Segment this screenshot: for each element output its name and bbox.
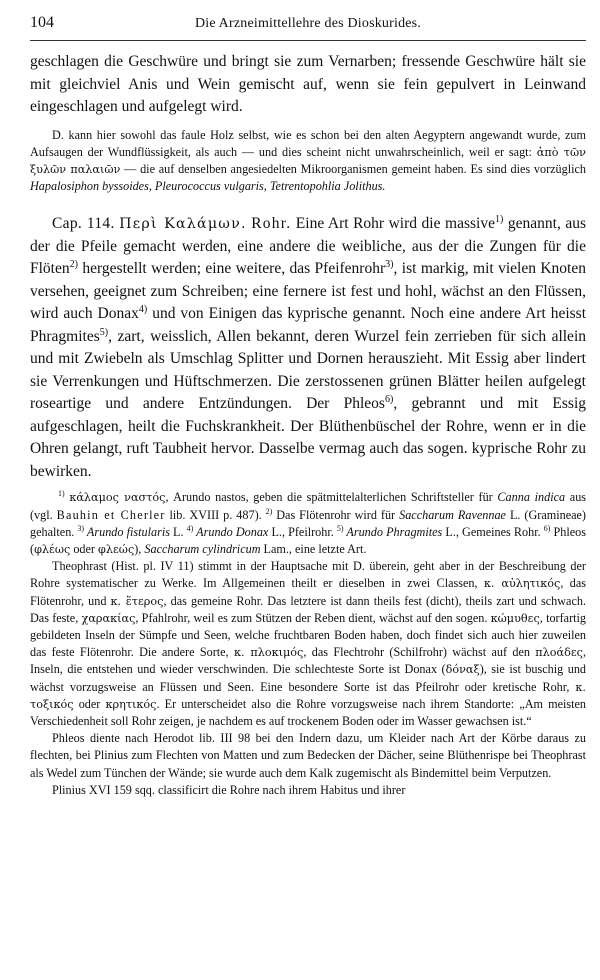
chapter-greek-title: Περὶ Καλάμων. <box>119 216 247 233</box>
plinius-paragraph: Plinius XVI 159 sqq. classificirt die Rohre nach ihrem Habitus und ihrer <box>52 782 406 797</box>
phleos-paragraph: Phleos diente nach Herodot lib. III 98 bei den Indern dazu, um Kleider nach Art der Körbe daraus zu flechten, bei Plinius zum Flechten von Matten und zum Bedecken der Dächer, seine Blüthenrispe bei Theophrast als Wedel zum Tünchen der Wände; sie wurde auch dem Kalk zugemischt als Bindemittel beim Verputzen. <box>30 731 586 780</box>
theophrast-paragraph: Theophrast (Hist. pl. IV 11) stimmt in der Hauptsache mit D. überein, geht aber in der Beschreibung der Rohre systematischer zu Werke. Im Allgemeinen theilt er dieselben in zwei Classen, κ. αὐλητικός, das Flötenrohr, und κ. ἕτερος, das gemeine Rohr. Das letztere ist dann theils fest (dicht), theils zart und schwach. Das feste, χαρακίας, Pfahlrohr, weil es zum Stützen der Reben dient, wächst auf den sogen. κώμυθες, torfartig gebildeten Inseln der Sümpfe und Seen, welche fruchtbaren Boden haben, doch findet sich auch hier zuweilen das feste Flötenrohr. Die andere Sorte, κ. πλοκιμός, das Flechtrohr (Schilfrohr) wächst auf den πλοάδες, Inseln, die entstehen und wieder verschwinden. Die schlechteste Sorte ist Donax (δόναξ), sie ist buschig und wächst vorzugsweise an Flüssen und Seen. Eine besondere Sorte ist das Pfeilrohr oder kretische Rohr, κ. τοξικός oder κρητικός. Er unterscheidet also die Rohre vorzugsweise nach ihrem Standorte: „Am meisten Verschiedenheit soll Rohr zeigen, je nachdem es auf trockenem Boden oder im Wasser gewachsen ist.“ <box>30 559 587 728</box>
footnote-ref-4[interactable]: 4) <box>138 304 148 316</box>
running-header <box>30 14 586 41</box>
chapter-114: Cap. 114. Περὶ Καλάμων. Rohr. Eine Art Rohr wird die massive$^{1)}$ genannt, aus der die Pfeile gemacht werden, eine andere die weibliche, aus der die Zungen für die Flöten$^{2)}$ hergestellt werden; eine weitere, das Pfeifenrohr$^{3)}$, ist markig, mit vielen Knoten versehen, geeignet zum Schreiben; eine fernere ist fest und hohl, wächst an den Flüssen, wird auch Donax$^{4)}$ und von Einigen das kyprische genannt. Noch eine andere Art heisst Phragmites$^{5)}$, zart, weisslich, Allen bekannt, deren Wurzel fein zerrieben für sich allein und mit Zwiebeln als Umschlag Splitter und Dornen herauszieht. Mit Essig aber lindert sie Verrenkungen und Hüftschmerzen. Die zerstossenen grünen Blätter heilen aufgelegt roseartige und andere Entzündungen. Der Phleos$^{6)}$, gebrannt und mit Essig aufgeschlagen, heilt die Fuchskrankheit. Der Blüthenbüschel der Rohre, wenn er in die Ohren gelangt, ruft Taubheit hervor. Dasselbe vermag auch das sogen. kyprische Rohr zu bewirken. <box>30 214 587 480</box>
footnote-ref-1[interactable]: 1) <box>494 214 504 226</box>
footnote-ref-5[interactable]: 5) <box>99 326 109 338</box>
note-rotten-wood: D. kann hier sowohl das faule Holz selbst, wie es schon bei den alten Aegyptern angewandt wurde, zum Aufsaugen der Wundflüssigkeit, als auch — und dies scheint nicht unwahrscheinlich, weil er sagt: ἀπὸ τῶν ξυλῶν παλαιῶν — die auf denselben angesiedelten Mikroorganismen gemeint haben. Es sind dies vorzüglich Hapalosiphon byssoides, Pleurococcus vulgaris, Tetrentopohlia Jolithus. <box>30 127 586 194</box>
greek-phrase: ἀπὸ τῶν ξυλῶν παλαιῶν <box>30 145 586 176</box>
footnote-ref-6[interactable]: 6) <box>384 394 394 406</box>
chapter-label: Cap. 114. <box>52 215 115 233</box>
species-names: Hapalosiphon byssoides, Pleurococcus vulgaris, Tetrentopohlia Jolithus. <box>30 179 386 194</box>
chapter-title: Rohr. <box>251 215 292 233</box>
footnote-ref-2[interactable]: 2) <box>69 259 79 271</box>
footnote-ref-3[interactable]: 3) <box>385 259 394 271</box>
page-number: 104 <box>30 14 54 31</box>
running-title: Die Arzneimittellehre des Dioskurides. <box>194 16 422 31</box>
footnotes: $^{1)}$ κάλαμος ναστός, Arundo nastos, geben die spätmittelalterlichen Schriftsteller für Canna indica aus (vgl. Bauhin et Cherler lib. XVIII p. 487). $^{2)}$ Das Flötenrohr wird für Saccharum Ravennae L. (Gramineae) gehalten. $^{3)}$ Arundo fistularis L. $^{4)}$ Arundo Donax L., Pfeilrohr. $^{5)}$ Arundo Phragmites L., Gemeines Rohr. $^{6)}$ Phleos (φλέως oder φλεώς), Saccharum cylindricum Lam., eine letzte Art. <box>30 489 587 556</box>
intro-paragraph: geschlagen die Geschwüre und bringt sie zum Vernarben; fressende Geschwüre hält sie mit gleichviel Anis und Wein gemischt auf, wenn sie fein gepulvert in Leinwand eingeschlagen und aufgelegt wird. <box>30 53 586 115</box>
